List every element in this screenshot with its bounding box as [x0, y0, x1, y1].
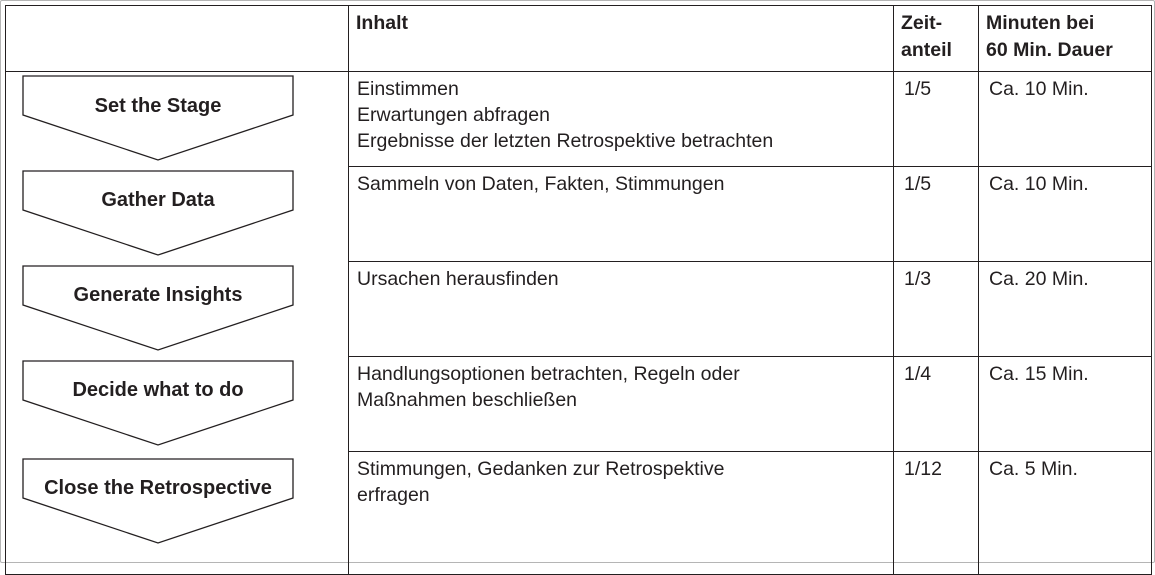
stage-cell — [6, 167, 349, 262]
phase-content — [349, 72, 894, 167]
header-share — [894, 6, 979, 72]
phase-row — [6, 357, 1152, 452]
phase-minutes: Ca. 20 Min. — [979, 262, 1152, 357]
phase-time-share: 1/5 — [894, 167, 979, 262]
retrospective-phase-table — [5, 5, 1152, 575]
phase-content — [349, 167, 894, 262]
phase-time-share: 1/3 — [894, 262, 979, 357]
stage-cell — [6, 452, 349, 575]
header-minutes-line-1: Minuten bei — [986, 12, 1095, 34]
phase-content — [349, 357, 894, 452]
phase-content — [349, 262, 894, 357]
header-minutes — [979, 6, 1152, 72]
phase-row — [6, 167, 1152, 262]
content-line: Maßnahmen beschließen — [357, 389, 578, 411]
phase-minutes: Ca. 5 Min. — [979, 452, 1152, 575]
phase-content — [349, 452, 894, 575]
phase-label: Set the Stage — [94, 94, 222, 117]
phase-label: Generate Insights — [73, 284, 243, 306]
phase-chevron — [22, 458, 294, 544]
header-row — [6, 6, 1152, 72]
phase-time-share: 1/5 — [894, 72, 979, 167]
phase-time-share: 1/12 — [894, 452, 979, 575]
header-minutes-line-2: 60 Min. Dauer — [986, 39, 1113, 61]
phase-row — [6, 262, 1152, 357]
phase-chevron — [22, 75, 294, 161]
phase-minutes: Ca. 10 Min. — [979, 72, 1152, 167]
phase-chevron — [22, 265, 294, 351]
header-share-line-2: anteil — [901, 39, 952, 61]
stage-cell — [6, 262, 349, 357]
phase-label: Close the Retrospective — [44, 477, 272, 499]
phase-chevron — [22, 170, 294, 256]
header-stage-cell — [6, 6, 349, 72]
phase-minutes: Ca. 10 Min. — [979, 167, 1152, 262]
content-line: Erwartungen abfragen — [357, 104, 550, 126]
phase-chevron — [22, 360, 294, 446]
content-line: Handlungsoptionen betrachten, Regeln oder — [357, 363, 740, 385]
phase-label: Decide what to do — [72, 379, 244, 401]
header-content: Inhalt — [349, 6, 894, 72]
phase-minutes: Ca. 15 Min. — [979, 357, 1152, 452]
stage-cell — [6, 357, 349, 452]
phase-row — [6, 72, 1152, 167]
header-share-line-1: Zeit- — [901, 12, 943, 34]
content-line: Ursachen herausfinden — [357, 268, 559, 290]
phase-row — [6, 452, 1152, 575]
stage-cell — [6, 72, 349, 167]
phase-label: Gather Data — [101, 189, 215, 211]
content-line: Einstimmen — [357, 78, 459, 100]
content-line: Ergebnisse der letzten Retrospektive betrachten — [357, 130, 774, 152]
phase-time-share: 1/4 — [894, 357, 979, 452]
content-line: Sammeln von Daten, Fakten, Stimmungen — [357, 173, 725, 195]
content-line: erfragen — [357, 484, 430, 506]
content-line: Stimmungen, Gedanken zur Retrospektive — [357, 458, 725, 480]
